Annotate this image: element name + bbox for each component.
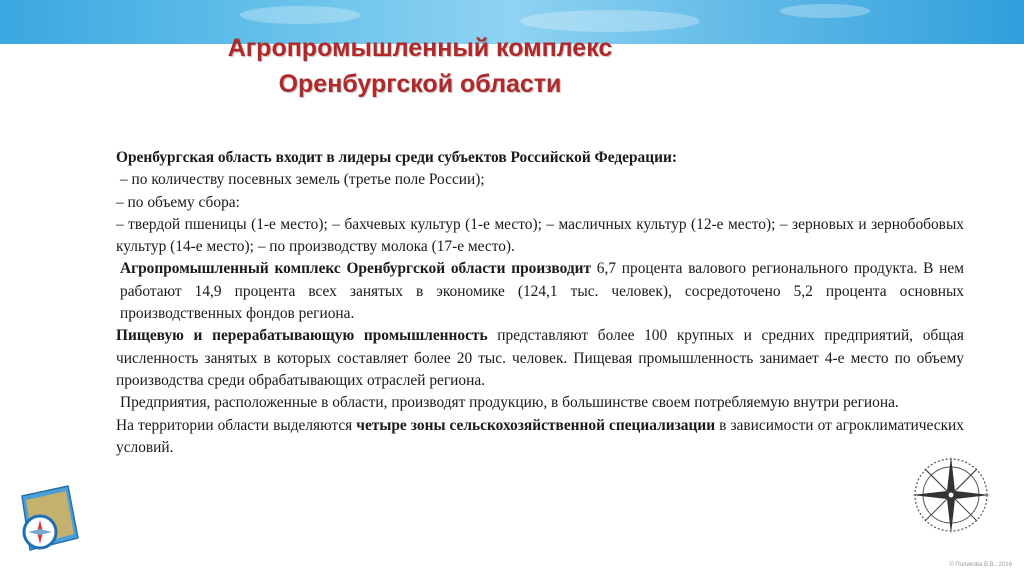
title-line-1: Агропромышленный комплекс: [227, 34, 613, 62]
paragraph-ranks: – твердой пшеницы (1-е место); – бахчевых культур (1-е место); – масличных культур (12-е место); – зерновых и зернобобовых культур (14-е место); – по производству молока (17-е место).: [116, 215, 964, 256]
slide-body: [116, 147, 964, 459]
map-with-compass-icon: [18, 482, 82, 556]
paragraph-agro: Агропромышленный комплекс Оренбургской области производит 6,7 процента валового регионального продукта. В нем работают 14,9 процента всех занятых в экономике (124,1 тыс. человек), сосредоточено 5,2 процента основных производственных фондов региона.: [120, 260, 964, 323]
paragraph-intro: Оренбургская область входит в лидеры среди субъектов Российской Федерации:: [116, 149, 677, 166]
slide-title: [120, 30, 720, 102]
paragraph-enterprises: Предприятия, расположенные в области, производят продукцию, в большинстве своем потребляемую внутри региона.: [120, 394, 899, 412]
title-line-2: Оренбургской области: [278, 70, 562, 98]
footer-copyright: © Поликовa В.В., 2016: [949, 562, 1012, 568]
paragraph-food-industry: Пищевую и перерабатывающую промышленность представляют более 100 крупных и средних предприятий, общая численность занятых в которых составляет более 20 тыс. человек. Пищевая промышленность занимает 4-е место по объему производства среди обрабатывающих отраслей региона.: [116, 327, 964, 389]
paragraph-fields: – по количеству посевных земель (третье поле России);: [120, 171, 485, 189]
paragraph-zones: На территории области выделяются четыре зоны сельскохозяйственной специализации в зависимости от агроклиматических условий.: [116, 416, 964, 456]
compass-rose-icon: [908, 452, 994, 538]
paragraph-harvest: – по объему сбора:: [116, 193, 240, 211]
